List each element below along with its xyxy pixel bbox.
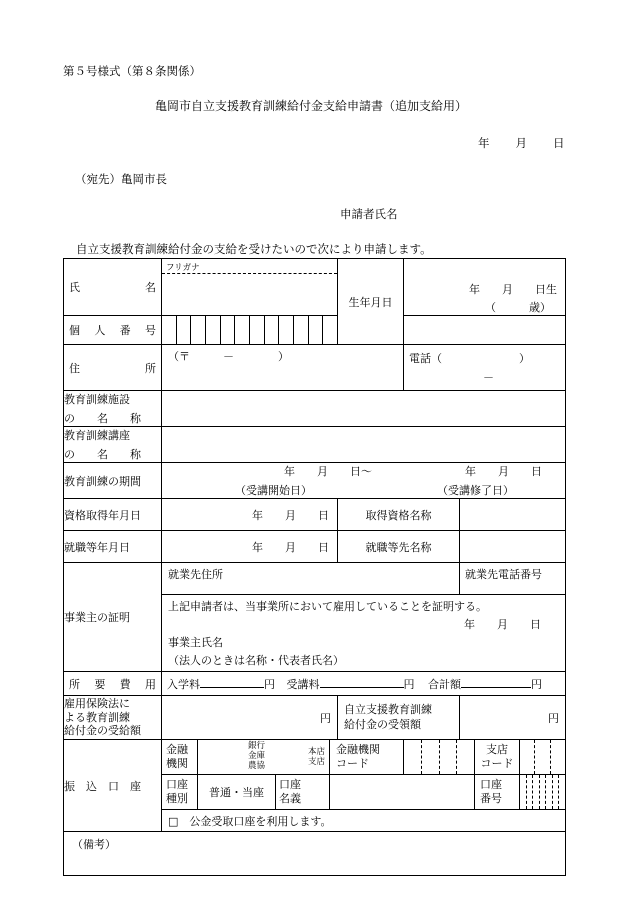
personal-number-label: 個 人 番 号 [64, 316, 162, 345]
insurance-benefit-label: 雇用保険法に よる教育訓練 給付金の受給額 [64, 696, 162, 740]
name-label: 氏 名 [64, 259, 162, 316]
branch-code-boxes[interactable] [520, 740, 566, 775]
qualification-date-field[interactable]: 年 月 日 [162, 499, 338, 531]
birth-ymd: 年 月 日生 [469, 283, 557, 296]
certification-field[interactable] [162, 595, 566, 672]
job-address-label: 就業先住所 [168, 568, 223, 581]
course-field[interactable] [162, 427, 566, 463]
financial-institution-label: 金融 機関 [162, 740, 198, 775]
tuition-label: 受講料 [286, 677, 320, 691]
employer-name-label: 事業主氏名 [168, 636, 223, 649]
personal-number-boxes[interactable] [162, 316, 338, 345]
name-field[interactable] [162, 259, 338, 316]
certification-date: 年 月 日 [464, 618, 541, 631]
qualification-name-label: 取得資格名称 [338, 499, 460, 531]
employer-certification-label: 事業主の証明 [64, 563, 162, 672]
account-name-label: 口座 名義 [276, 775, 330, 810]
period-label: 教育訓練の期間 [64, 463, 162, 499]
period-end-note: （受講修了日） [437, 484, 514, 497]
financial-institution-field[interactable]: 銀行 金庫 農協 本店 支店 [198, 740, 330, 775]
bank-code-boxes[interactable] [404, 740, 475, 775]
header-date: 年 月 日 [478, 136, 565, 150]
account-type-label: 口座 種別 [162, 775, 198, 810]
birthdate-field[interactable] [404, 259, 566, 316]
facility-label: 教育訓練施設 の 名 称 [64, 391, 162, 427]
remarks-field[interactable] [64, 832, 566, 876]
course-label: 教育訓練講座 の 名 称 [64, 427, 162, 463]
period-start-note: （受講開始日） [235, 484, 312, 497]
bank-code-label: 金融機関 コード [330, 740, 404, 775]
application-table [63, 258, 566, 876]
cost-field[interactable]: 入学料 円 受講料 円 合計額 円 [162, 672, 566, 696]
phone-label: 電話（ ） [409, 352, 530, 365]
facility-field[interactable] [162, 391, 566, 427]
addressee: （宛先）亀岡市長 [75, 172, 167, 186]
job-name-label: 就職等先名称 [338, 531, 460, 563]
bank-account-label: 振 込 口 座 [64, 740, 162, 832]
period-end: 年 月 日 [465, 465, 542, 478]
address-label: 住 所 [64, 345, 162, 391]
job-phone-field[interactable] [460, 563, 566, 595]
employer-name-note: （法人のときは名称・代表者氏名） [168, 654, 344, 667]
phone-field[interactable] [404, 345, 566, 391]
address-field[interactable] [162, 345, 404, 391]
phone-dash: － [483, 371, 494, 384]
total-label: 合計額 [428, 677, 461, 691]
public-account-checkbox[interactable]: □ 公金受取口座を利用します。 [162, 810, 566, 832]
branch-code-label: 支店 コード [475, 740, 520, 775]
support-received-field[interactable]: 円 [460, 696, 566, 740]
qualification-name-field[interactable] [460, 499, 566, 531]
page-title: 亀岡市自立支援教育訓練給付金支給申請書（追加支給用） [155, 99, 468, 113]
account-name-field[interactable] [330, 775, 475, 810]
intro-text: 自立支援教育訓練給付金の支給を受けたいので次により申請します。 [76, 242, 432, 256]
period-start: 年 月 日～ [284, 465, 372, 478]
job-phone-label: 就業先電話番号 [465, 568, 542, 581]
qualification-date-label: 資格取得年月日 [64, 499, 162, 531]
job-address-field[interactable] [162, 563, 460, 595]
certification-text: 上記申請者は、当事業所において雇用していることを証明する。 [168, 600, 487, 613]
period-field[interactable] [162, 463, 566, 499]
support-received-label: 自立支援教育訓練 給付金の受領額 [338, 696, 460, 740]
form-number: 第５号様式（第８条関係） [63, 64, 201, 78]
birthdate-label: 生年月日 [338, 259, 404, 345]
applicant-name-label: 申請者氏名 [340, 207, 398, 221]
admission-fee-label: 入学料 [167, 677, 200, 691]
birthdate-extra [404, 316, 566, 345]
account-number-boxes[interactable] [520, 775, 566, 810]
account-type-options[interactable]: 普通・当座 [198, 775, 276, 810]
insurance-benefit-field[interactable]: 円 [162, 696, 338, 740]
account-number-label: 口座 番号 [475, 775, 520, 810]
job-date-label: 就職等年月日 [64, 531, 162, 563]
furigana-label: フリガナ [166, 263, 200, 273]
postal-code: （〒 － ） [168, 350, 289, 363]
age: （ 歳） [485, 301, 551, 314]
cost-label: 所 要 費 用 [64, 672, 162, 696]
job-name-field[interactable] [460, 531, 566, 563]
remarks-label: （備考） [72, 838, 116, 851]
job-date-field[interactable]: 年 月 日 [162, 531, 338, 563]
